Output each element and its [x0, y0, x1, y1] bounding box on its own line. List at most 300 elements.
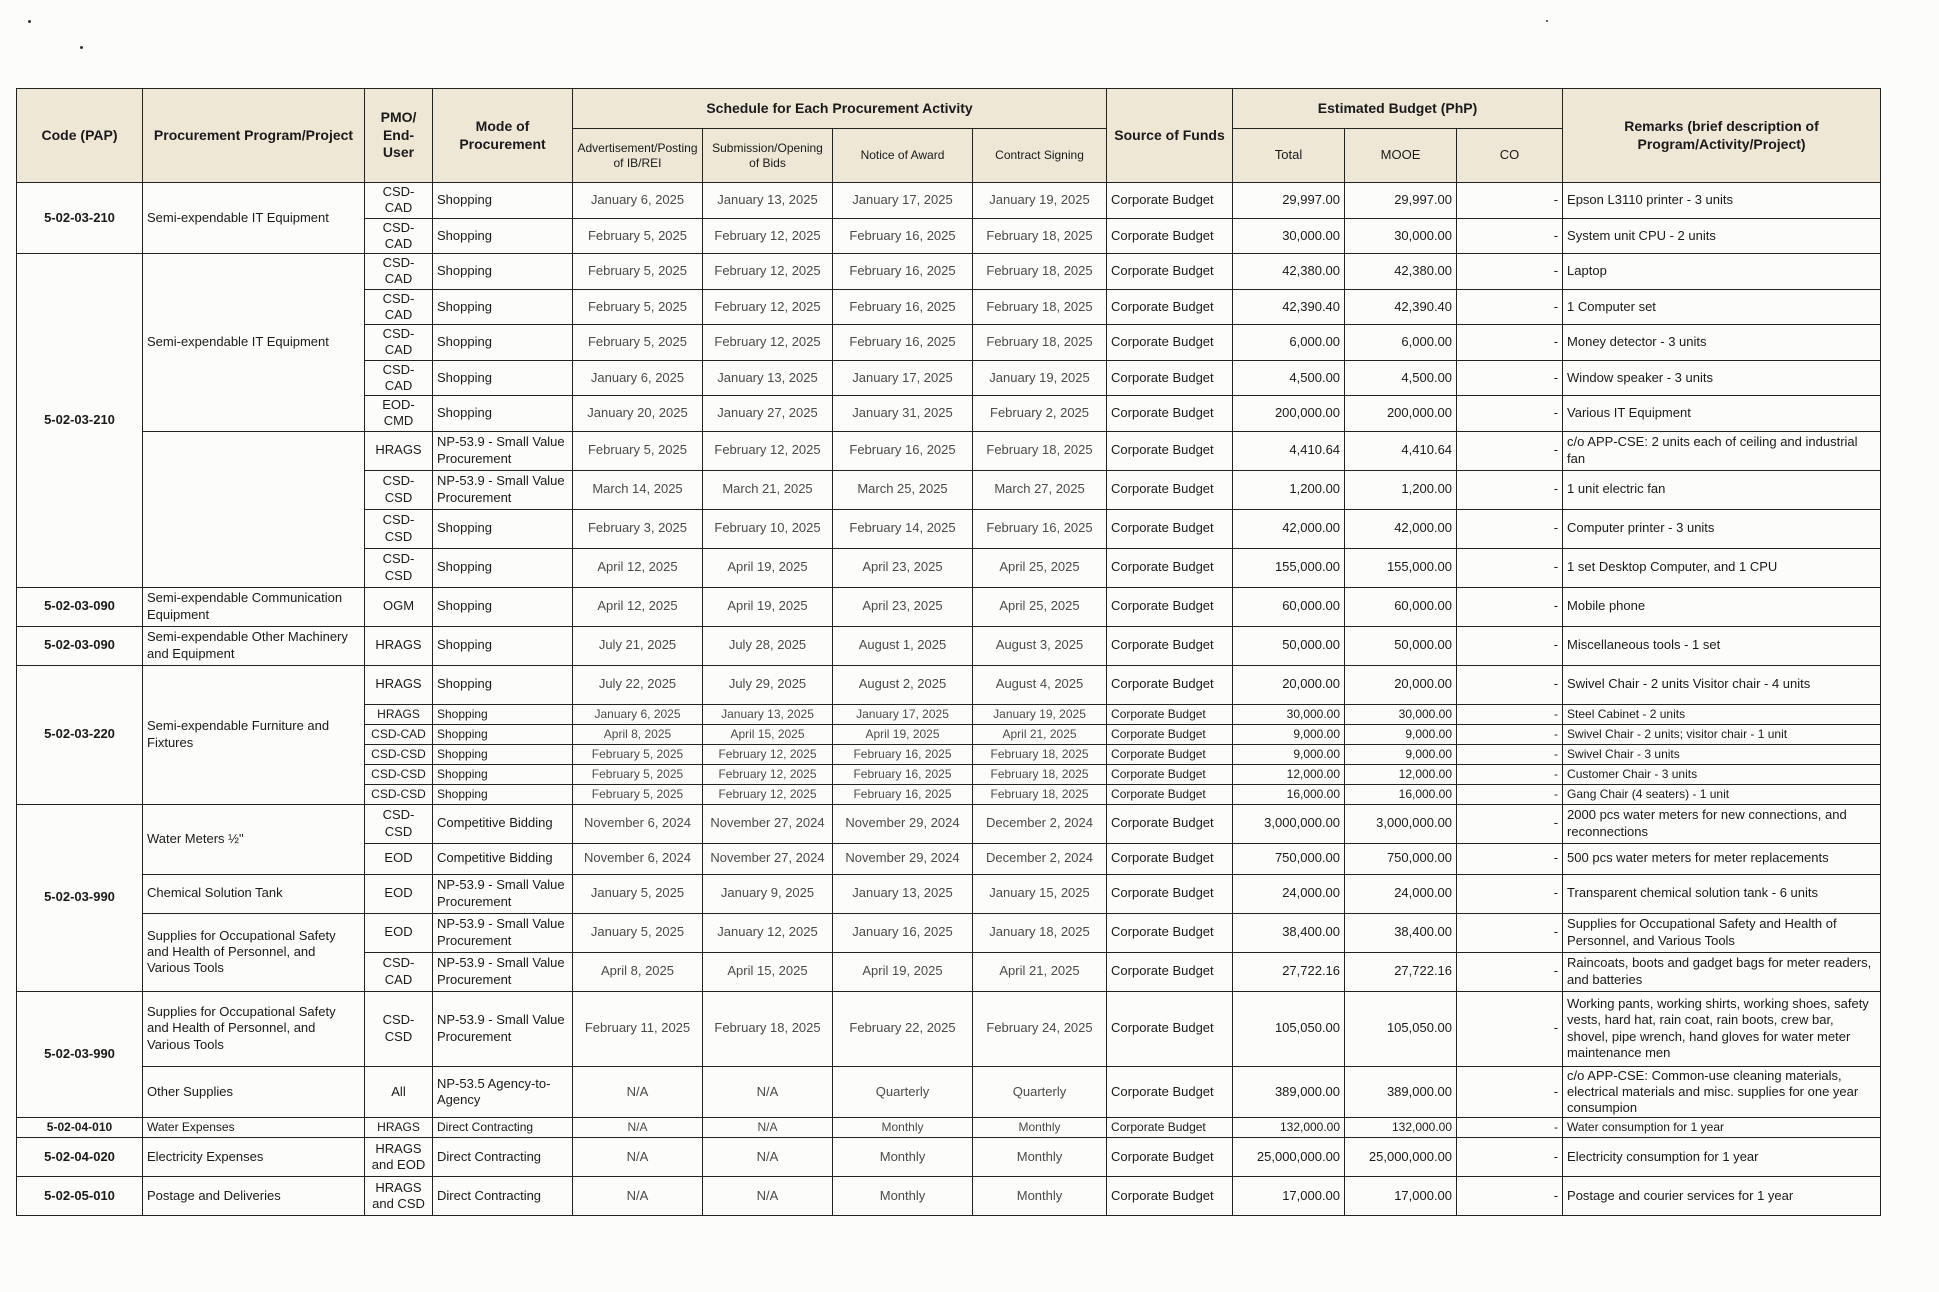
scan-speck — [28, 20, 31, 23]
pap-code-cell: 5-02-03-210 — [17, 254, 143, 588]
contract-signing-cell: February 18, 2025 — [973, 218, 1107, 254]
pap-code-cell: 5-02-03-090 — [17, 626, 143, 665]
mode-cell: Shopping — [433, 724, 573, 744]
remarks-cell: 500 pcs water meters for meter replacements — [1563, 843, 1881, 874]
source-of-funds-cell: Corporate Budget — [1107, 744, 1233, 764]
source-of-funds-cell: Corporate Budget — [1107, 626, 1233, 665]
advertisement-date-cell: July 22, 2025 — [573, 665, 703, 704]
submission-date-cell: N/A — [703, 1138, 833, 1177]
total-cell: 750,000.00 — [1233, 843, 1345, 874]
notice-of-award-cell: Quarterly — [833, 1066, 973, 1118]
advertisement-date-cell: February 5, 2025 — [573, 764, 703, 784]
table-body — [17, 183, 1881, 1216]
mooe-cell: 24,000.00 — [1345, 874, 1457, 913]
co-cell: - — [1457, 470, 1563, 509]
notice-of-award-cell: January 31, 2025 — [833, 396, 973, 432]
pap-code-cell: 5-02-03-990 — [17, 804, 143, 991]
mode-cell: Shopping — [433, 744, 573, 764]
pap-code-cell: 5-02-04-020 — [17, 1138, 143, 1177]
mooe-cell: 6,000.00 — [1345, 325, 1457, 361]
contract-signing-cell: Monthly — [973, 1177, 1107, 1216]
notice-of-award-cell: August 2, 2025 — [833, 665, 973, 704]
mode-cell: Shopping — [433, 396, 573, 432]
co-cell: - — [1457, 913, 1563, 952]
remarks-cell: 2000 pcs water meters for new connections, and reconnections — [1563, 804, 1881, 843]
header-total: Total — [1233, 129, 1345, 183]
co-cell: - — [1457, 587, 1563, 626]
total-cell: 50,000.00 — [1233, 626, 1345, 665]
submission-date-cell: February 18, 2025 — [703, 991, 833, 1066]
co-cell: - — [1457, 396, 1563, 432]
pmo-cell: CSD-CSD — [365, 804, 433, 843]
pap-code-cell: 5-02-03-220 — [17, 665, 143, 804]
co-cell: - — [1457, 431, 1563, 470]
source-of-funds-cell: Corporate Budget — [1107, 360, 1233, 396]
notice-of-award-cell: April 19, 2025 — [833, 724, 973, 744]
advertisement-date-cell: January 6, 2025 — [573, 704, 703, 724]
total-cell: 42,000.00 — [1233, 509, 1345, 548]
submission-date-cell: January 12, 2025 — [703, 913, 833, 952]
mooe-cell: 42,000.00 — [1345, 509, 1457, 548]
total-cell: 6,000.00 — [1233, 325, 1345, 361]
total-cell: 29,997.00 — [1233, 183, 1345, 219]
source-of-funds-cell: Corporate Budget — [1107, 1177, 1233, 1216]
source-of-funds-cell: Corporate Budget — [1107, 1066, 1233, 1118]
header-schedule: Schedule for Each Procurement Activity — [573, 89, 1107, 129]
source-of-funds-cell: Corporate Budget — [1107, 724, 1233, 744]
contract-signing-cell: January 15, 2025 — [973, 874, 1107, 913]
advertisement-date-cell: N/A — [573, 1177, 703, 1216]
program-cell: Semi-expendable Other Machinery and Equipment — [143, 626, 365, 665]
advertisement-date-cell: April 12, 2025 — [573, 548, 703, 587]
mooe-cell: 4,410.64 — [1345, 431, 1457, 470]
pmo-cell: EOD — [365, 843, 433, 874]
remarks-cell: Epson L3110 printer - 3 units — [1563, 183, 1881, 219]
co-cell: - — [1457, 952, 1563, 991]
table-row — [17, 626, 1881, 665]
advertisement-date-cell: February 5, 2025 — [573, 431, 703, 470]
source-of-funds-cell: Corporate Budget — [1107, 325, 1233, 361]
mode-cell: Shopping — [433, 784, 573, 804]
remarks-cell: Money detector - 3 units — [1563, 325, 1881, 361]
remarks-cell: Transparent chemical solution tank - 6 units — [1563, 874, 1881, 913]
mode-cell: Direct Contracting — [433, 1118, 573, 1138]
submission-date-cell: April 19, 2025 — [703, 548, 833, 587]
advertisement-date-cell: February 5, 2025 — [573, 289, 703, 325]
co-cell: - — [1457, 1118, 1563, 1138]
notice-of-award-cell: February 14, 2025 — [833, 509, 973, 548]
contract-signing-cell: Monthly — [973, 1118, 1107, 1138]
source-of-funds-cell: Corporate Budget — [1107, 952, 1233, 991]
pmo-cell: EOD — [365, 913, 433, 952]
remarks-cell: Postage and courier services for 1 year — [1563, 1177, 1881, 1216]
total-cell: 42,390.40 — [1233, 289, 1345, 325]
notice-of-award-cell: March 25, 2025 — [833, 470, 973, 509]
header-notice-of-award: Notice of Award — [833, 129, 973, 183]
mode-cell: Shopping — [433, 289, 573, 325]
submission-date-cell: February 12, 2025 — [703, 784, 833, 804]
mooe-cell: 155,000.00 — [1345, 548, 1457, 587]
source-of-funds-cell: Corporate Budget — [1107, 183, 1233, 219]
mooe-cell: 42,390.40 — [1345, 289, 1457, 325]
program-cell: Other Supplies — [143, 1066, 365, 1118]
total-cell: 27,722.16 — [1233, 952, 1345, 991]
pmo-cell: HRAGS and EOD — [365, 1138, 433, 1177]
mode-cell: Shopping — [433, 254, 573, 290]
submission-date-cell: N/A — [703, 1118, 833, 1138]
remarks-cell: System unit CPU - 2 units — [1563, 218, 1881, 254]
program-cell: Semi-expendable Communication Equipment — [143, 587, 365, 626]
notice-of-award-cell: February 16, 2025 — [833, 218, 973, 254]
source-of-funds-cell: Corporate Budget — [1107, 784, 1233, 804]
pmo-cell: CSD-CSD — [365, 509, 433, 548]
program-cell: Electricity Expenses — [143, 1138, 365, 1177]
notice-of-award-cell: April 23, 2025 — [833, 587, 973, 626]
mode-cell: NP-53.9 - Small Value Procurement — [433, 874, 573, 913]
total-cell: 3,000,000.00 — [1233, 804, 1345, 843]
remarks-cell: Computer printer - 3 units — [1563, 509, 1881, 548]
notice-of-award-cell: February 16, 2025 — [833, 784, 973, 804]
contract-signing-cell: March 27, 2025 — [973, 470, 1107, 509]
program-cell: Supplies for Occupational Safety and Health of Personnel, and Various Tools — [143, 991, 365, 1066]
pmo-cell: CSD-CAD — [365, 952, 433, 991]
contract-signing-cell: April 21, 2025 — [973, 724, 1107, 744]
total-cell: 17,000.00 — [1233, 1177, 1345, 1216]
total-cell: 60,000.00 — [1233, 587, 1345, 626]
header-remarks: Remarks (brief description of Program/Activity/Project) — [1563, 89, 1881, 183]
pmo-cell: CSD-CAD — [365, 289, 433, 325]
table-row — [17, 1066, 1881, 1118]
contract-signing-cell: April 21, 2025 — [973, 952, 1107, 991]
remarks-cell: Steel Cabinet - 2 units — [1563, 704, 1881, 724]
mooe-cell: 200,000.00 — [1345, 396, 1457, 432]
notice-of-award-cell: Monthly — [833, 1138, 973, 1177]
pmo-cell: CSD-CAD — [365, 183, 433, 219]
contract-signing-cell: Quarterly — [973, 1066, 1107, 1118]
source-of-funds-cell: Corporate Budget — [1107, 991, 1233, 1066]
program-cell: Water Expenses — [143, 1118, 365, 1138]
remarks-cell: Customer Chair - 3 units — [1563, 764, 1881, 784]
co-cell: - — [1457, 1138, 1563, 1177]
mode-cell: NP-53.9 - Small Value Procurement — [433, 470, 573, 509]
remarks-cell: Laptop — [1563, 254, 1881, 290]
total-cell: 9,000.00 — [1233, 744, 1345, 764]
remarks-cell: 1 unit electric fan — [1563, 470, 1881, 509]
contract-signing-cell: January 19, 2025 — [973, 183, 1107, 219]
program-cell: Semi-expendable IT Equipment — [143, 254, 365, 432]
notice-of-award-cell: February 16, 2025 — [833, 744, 973, 764]
table-row — [17, 1138, 1881, 1177]
advertisement-date-cell: July 21, 2025 — [573, 626, 703, 665]
program-cell: Semi-expendable Furniture and Fixtures — [143, 665, 365, 804]
notice-of-award-cell: February 16, 2025 — [833, 431, 973, 470]
mode-cell: Shopping — [433, 509, 573, 548]
submission-date-cell: February 10, 2025 — [703, 509, 833, 548]
total-cell: 24,000.00 — [1233, 874, 1345, 913]
notice-of-award-cell: Monthly — [833, 1118, 973, 1138]
co-cell: - — [1457, 360, 1563, 396]
notice-of-award-cell: January 17, 2025 — [833, 360, 973, 396]
total-cell: 30,000.00 — [1233, 704, 1345, 724]
mooe-cell: 9,000.00 — [1345, 724, 1457, 744]
header-mooe: MOOE — [1345, 129, 1457, 183]
mooe-cell: 50,000.00 — [1345, 626, 1457, 665]
contract-signing-cell: January 18, 2025 — [973, 913, 1107, 952]
mode-cell: NP-53.9 - Small Value Procurement — [433, 952, 573, 991]
submission-date-cell: January 13, 2025 — [703, 360, 833, 396]
program-cell: Chemical Solution Tank — [143, 874, 365, 913]
advertisement-date-cell: N/A — [573, 1138, 703, 1177]
mode-cell: Direct Contracting — [433, 1138, 573, 1177]
remarks-cell: Water consumption for 1 year — [1563, 1118, 1881, 1138]
table-row — [17, 431, 1881, 470]
mode-cell: Competitive Bidding — [433, 804, 573, 843]
notice-of-award-cell: February 16, 2025 — [833, 289, 973, 325]
pmo-cell: EOD-CMD — [365, 396, 433, 432]
pap-code-cell: 5-02-04-010 — [17, 1118, 143, 1138]
advertisement-date-cell: March 14, 2025 — [573, 470, 703, 509]
mode-cell: NP-53.5 Agency-to-Agency — [433, 1066, 573, 1118]
notice-of-award-cell: January 17, 2025 — [833, 183, 973, 219]
mode-cell: Shopping — [433, 587, 573, 626]
notice-of-award-cell: August 1, 2025 — [833, 626, 973, 665]
mooe-cell: 9,000.00 — [1345, 744, 1457, 764]
source-of-funds-cell: Corporate Budget — [1107, 218, 1233, 254]
submission-date-cell: January 13, 2025 — [703, 704, 833, 724]
mode-cell: NP-53.9 - Small Value Procurement — [433, 913, 573, 952]
table-row — [17, 991, 1881, 1066]
co-cell: - — [1457, 548, 1563, 587]
header-budget: Estimated Budget (PhP) — [1233, 89, 1563, 129]
co-cell: - — [1457, 804, 1563, 843]
co-cell: - — [1457, 991, 1563, 1066]
contract-signing-cell: February 16, 2025 — [973, 509, 1107, 548]
contract-signing-cell: April 25, 2025 — [973, 548, 1107, 587]
program-cell: Semi-expendable IT Equipment — [143, 183, 365, 254]
submission-date-cell: January 13, 2025 — [703, 183, 833, 219]
pmo-cell: CSD-CSD — [365, 744, 433, 764]
advertisement-date-cell: April 8, 2025 — [573, 724, 703, 744]
mode-cell: Shopping — [433, 325, 573, 361]
pmo-cell: HRAGS — [365, 665, 433, 704]
scan-speck — [1546, 20, 1548, 22]
pmo-cell: CSD-CSD — [365, 764, 433, 784]
advertisement-date-cell: February 5, 2025 — [573, 744, 703, 764]
contract-signing-cell: February 18, 2025 — [973, 325, 1107, 361]
source-of-funds-cell: Corporate Budget — [1107, 587, 1233, 626]
submission-date-cell: November 27, 2024 — [703, 843, 833, 874]
mooe-cell: 27,722.16 — [1345, 952, 1457, 991]
notice-of-award-cell: February 16, 2025 — [833, 325, 973, 361]
mooe-cell: 16,000.00 — [1345, 784, 1457, 804]
table-row — [17, 254, 1881, 290]
total-cell: 200,000.00 — [1233, 396, 1345, 432]
mooe-cell: 4,500.00 — [1345, 360, 1457, 396]
advertisement-date-cell: November 6, 2024 — [573, 804, 703, 843]
source-of-funds-cell: Corporate Budget — [1107, 1138, 1233, 1177]
notice-of-award-cell: January 17, 2025 — [833, 704, 973, 724]
mode-cell: Shopping — [433, 360, 573, 396]
mooe-cell: 25,000,000.00 — [1345, 1138, 1457, 1177]
pmo-cell: CSD-CSD — [365, 991, 433, 1066]
submission-date-cell: February 12, 2025 — [703, 254, 833, 290]
mooe-cell: 30,000.00 — [1345, 704, 1457, 724]
notice-of-award-cell: April 19, 2025 — [833, 952, 973, 991]
table-row — [17, 804, 1881, 843]
remarks-cell: Swivel Chair - 2 units; visitor chair - 1 unit — [1563, 724, 1881, 744]
pmo-cell: EOD — [365, 874, 433, 913]
contract-signing-cell: February 18, 2025 — [973, 254, 1107, 290]
remarks-cell: Electricity consumption for 1 year — [1563, 1138, 1881, 1177]
advertisement-date-cell: February 5, 2025 — [573, 218, 703, 254]
co-cell: - — [1457, 254, 1563, 290]
notice-of-award-cell: February 16, 2025 — [833, 764, 973, 784]
co-cell: - — [1457, 764, 1563, 784]
procurement-plan-table — [16, 88, 1881, 1216]
mooe-cell: 30,000.00 — [1345, 218, 1457, 254]
contract-signing-cell: February 18, 2025 — [973, 764, 1107, 784]
pmo-cell: CSD-CAD — [365, 724, 433, 744]
remarks-cell: Supplies for Occupational Safety and Health of Personnel, and Various Tools — [1563, 913, 1881, 952]
table-row — [17, 1118, 1881, 1138]
table-row — [17, 913, 1881, 952]
mode-cell: Shopping — [433, 704, 573, 724]
submission-date-cell: N/A — [703, 1066, 833, 1118]
source-of-funds-cell: Corporate Budget — [1107, 289, 1233, 325]
contract-signing-cell: Monthly — [973, 1138, 1107, 1177]
advertisement-date-cell: January 20, 2025 — [573, 396, 703, 432]
mode-cell: Competitive Bidding — [433, 843, 573, 874]
program-cell: Water Meters ½" — [143, 804, 365, 874]
mooe-cell: 20,000.00 — [1345, 665, 1457, 704]
mode-cell: Shopping — [433, 665, 573, 704]
contract-signing-cell: April 25, 2025 — [973, 587, 1107, 626]
total-cell: 132,000.00 — [1233, 1118, 1345, 1138]
source-of-funds-cell: Corporate Budget — [1107, 704, 1233, 724]
mode-cell: Shopping — [433, 626, 573, 665]
contract-signing-cell: January 19, 2025 — [973, 704, 1107, 724]
table-row — [17, 874, 1881, 913]
co-cell: - — [1457, 1066, 1563, 1118]
contract-signing-cell: January 19, 2025 — [973, 360, 1107, 396]
submission-date-cell: November 27, 2024 — [703, 804, 833, 843]
source-of-funds-cell: Corporate Budget — [1107, 431, 1233, 470]
scan-speck — [80, 46, 83, 49]
contract-signing-cell: February 18, 2025 — [973, 744, 1107, 764]
co-cell: - — [1457, 218, 1563, 254]
co-cell: - — [1457, 183, 1563, 219]
total-cell: 38,400.00 — [1233, 913, 1345, 952]
total-cell: 4,500.00 — [1233, 360, 1345, 396]
submission-date-cell: February 12, 2025 — [703, 289, 833, 325]
total-cell: 25,000,000.00 — [1233, 1138, 1345, 1177]
mooe-cell: 389,000.00 — [1345, 1066, 1457, 1118]
remarks-cell: Swivel Chair - 3 units — [1563, 744, 1881, 764]
notice-of-award-cell: November 29, 2024 — [833, 804, 973, 843]
pmo-cell: HRAGS and CSD — [365, 1177, 433, 1216]
remarks-cell: Swivel Chair - 2 units Visitor chair - 4 units — [1563, 665, 1881, 704]
header-pmo: PMO/ End-User — [365, 89, 433, 183]
total-cell: 42,380.00 — [1233, 254, 1345, 290]
co-cell: - — [1457, 744, 1563, 764]
source-of-funds-cell: Corporate Budget — [1107, 254, 1233, 290]
contract-signing-cell: February 18, 2025 — [973, 431, 1107, 470]
co-cell: - — [1457, 665, 1563, 704]
total-cell: 155,000.00 — [1233, 548, 1345, 587]
mooe-cell: 17,000.00 — [1345, 1177, 1457, 1216]
advertisement-date-cell: February 5, 2025 — [573, 784, 703, 804]
submission-date-cell: February 12, 2025 — [703, 218, 833, 254]
mode-cell: NP-53.9 - Small Value Procurement — [433, 991, 573, 1066]
advertisement-date-cell: January 6, 2025 — [573, 183, 703, 219]
submission-date-cell: April 15, 2025 — [703, 724, 833, 744]
co-cell: - — [1457, 1177, 1563, 1216]
mode-cell: NP-53.9 - Small Value Procurement — [433, 431, 573, 470]
mooe-cell: 3,000,000.00 — [1345, 804, 1457, 843]
notice-of-award-cell: February 22, 2025 — [833, 991, 973, 1066]
header-contract-signing: Contract Signing — [973, 129, 1107, 183]
co-cell: - — [1457, 843, 1563, 874]
advertisement-date-cell: November 6, 2024 — [573, 843, 703, 874]
pap-code-cell: 5-02-03-990 — [17, 991, 143, 1118]
co-cell: - — [1457, 509, 1563, 548]
program-cell — [143, 431, 365, 587]
remarks-cell: Raincoats, boots and gadget bags for meter readers, and batteries — [1563, 952, 1881, 991]
pmo-cell: CSD-CAD — [365, 360, 433, 396]
advertisement-date-cell: April 8, 2025 — [573, 952, 703, 991]
co-cell: - — [1457, 874, 1563, 913]
remarks-cell: 1 set Desktop Computer, and 1 CPU — [1563, 548, 1881, 587]
mode-cell: Direct Contracting — [433, 1177, 573, 1216]
remarks-cell: Working pants, working shirts, working shoes, safety vests, hard hat, rain coat, rain boots, crew bar, shovel, pipe wrench, hand gloves for water meter maintenance men — [1563, 991, 1881, 1066]
submission-date-cell: February 12, 2025 — [703, 431, 833, 470]
pmo-cell: HRAGS — [365, 626, 433, 665]
submission-date-cell: N/A — [703, 1177, 833, 1216]
contract-signing-cell: February 18, 2025 — [973, 784, 1107, 804]
mooe-cell: 38,400.00 — [1345, 913, 1457, 952]
notice-of-award-cell: April 23, 2025 — [833, 548, 973, 587]
mooe-cell: 105,050.00 — [1345, 991, 1457, 1066]
table-row — [17, 183, 1881, 219]
submission-date-cell: April 19, 2025 — [703, 587, 833, 626]
header-program: Procurement Program/Project — [143, 89, 365, 183]
pmo-cell: HRAGS — [365, 704, 433, 724]
notice-of-award-cell: February 16, 2025 — [833, 254, 973, 290]
advertisement-date-cell: April 12, 2025 — [573, 587, 703, 626]
pmo-cell: CSD-CSD — [365, 470, 433, 509]
source-of-funds-cell: Corporate Budget — [1107, 1118, 1233, 1138]
total-cell: 20,000.00 — [1233, 665, 1345, 704]
pmo-cell: All — [365, 1066, 433, 1118]
remarks-cell: c/o APP-CSE: Common-use cleaning materials, electrical materials and misc. supplies for one year consumpion — [1563, 1066, 1881, 1118]
submission-date-cell: February 12, 2025 — [703, 325, 833, 361]
contract-signing-cell: February 2, 2025 — [973, 396, 1107, 432]
pap-code-cell: 5-02-03-210 — [17, 183, 143, 254]
mooe-cell: 12,000.00 — [1345, 764, 1457, 784]
advertisement-date-cell: January 6, 2025 — [573, 360, 703, 396]
contract-signing-cell: December 2, 2024 — [973, 843, 1107, 874]
source-of-funds-cell: Corporate Budget — [1107, 665, 1233, 704]
co-cell: - — [1457, 724, 1563, 744]
notice-of-award-cell: January 13, 2025 — [833, 874, 973, 913]
source-of-funds-cell: Corporate Budget — [1107, 548, 1233, 587]
program-cell: Supplies for Occupational Safety and Health of Personnel, and Various Tools — [143, 913, 365, 991]
notice-of-award-cell: November 29, 2024 — [833, 843, 973, 874]
advertisement-date-cell: February 5, 2025 — [573, 325, 703, 361]
mode-cell: Shopping — [433, 183, 573, 219]
remarks-cell: Miscellaneous tools - 1 set — [1563, 626, 1881, 665]
advertisement-date-cell: February 11, 2025 — [573, 991, 703, 1066]
